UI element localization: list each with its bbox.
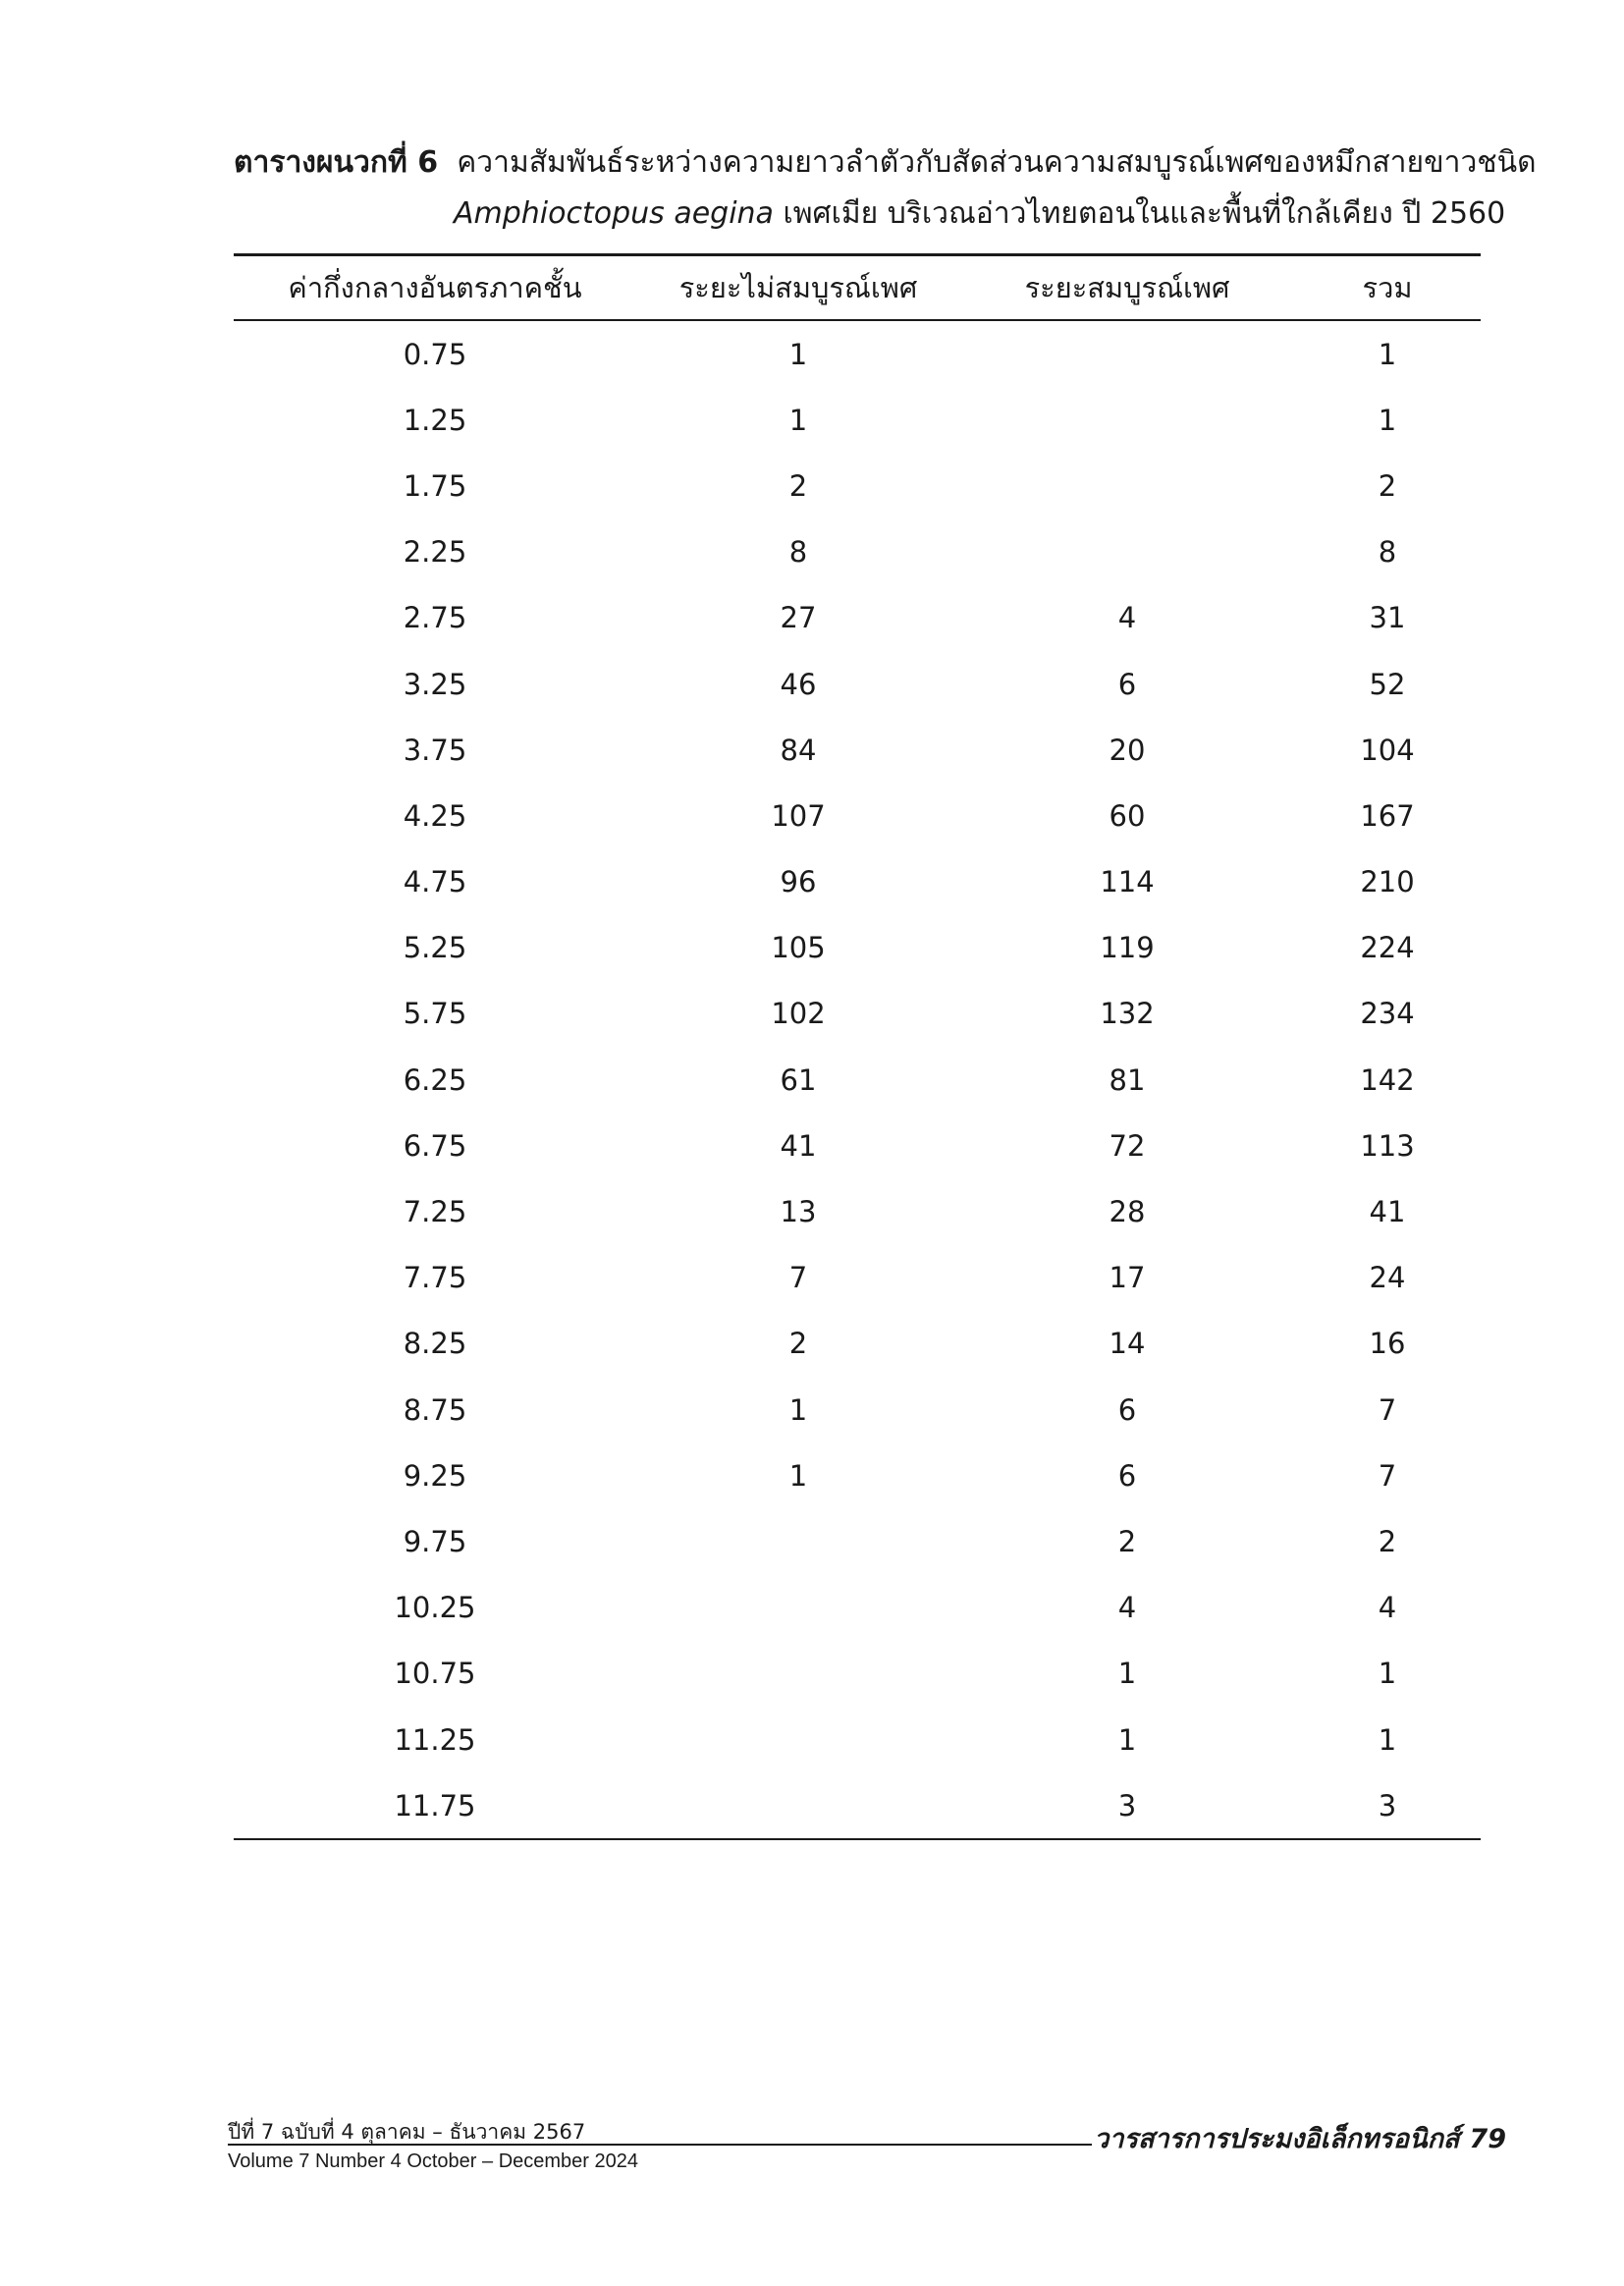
cell-total: 16 xyxy=(1369,1327,1406,1361)
cell-class-midpoint: 4.25 xyxy=(403,798,467,833)
cell-immature: 61 xyxy=(780,1062,817,1097)
table-header xyxy=(234,255,1481,321)
caption-title: ความสัมพันธ์ระหว่างความยาวลำตัวกับสัดส่วนความสมบูรณ์เพศของหมึกสายขาวชนิด xyxy=(457,145,1537,180)
table-row xyxy=(234,651,1481,717)
caption-label: ตารางผนวกที่ 6 xyxy=(234,145,439,180)
cell-mature: 6 xyxy=(1117,667,1137,701)
cell-immature: 84 xyxy=(780,733,817,767)
cell-immature xyxy=(636,1641,960,1707)
cell-total: 7 xyxy=(1378,1392,1397,1427)
footer-issue xyxy=(228,2117,638,2176)
cell-class-midpoint: 10.25 xyxy=(394,1591,476,1625)
cell-mature: 6 xyxy=(1117,1458,1137,1493)
cell-class-midpoint: 7.75 xyxy=(403,1261,467,1295)
cell-class-midpoint: 6.25 xyxy=(403,1062,467,1097)
cell-immature: 2 xyxy=(788,1327,808,1361)
cell-mature: 114 xyxy=(1100,865,1155,899)
cell-mature: 28 xyxy=(1109,1195,1146,1229)
cell-mature: 14 xyxy=(1109,1327,1146,1361)
cell-immature: 1 xyxy=(788,1392,808,1427)
cell-immature: 7 xyxy=(788,1261,808,1295)
cell-class-midpoint: 2.25 xyxy=(403,535,467,570)
cell-mature: 3 xyxy=(960,1772,1294,1839)
table-row xyxy=(234,1311,1481,1377)
cell-total: 2 xyxy=(1378,468,1397,503)
journal-name: วารสารการประมงอิเล็กทรอนิกส์ xyxy=(1094,2124,1460,2154)
data-table xyxy=(234,253,1481,1840)
cell-mature: 72 xyxy=(1109,1128,1146,1163)
cell-immature: 1 xyxy=(788,1458,808,1493)
cell-total: 167 xyxy=(1360,798,1415,833)
cell-immature: 13 xyxy=(780,1195,817,1229)
table-row xyxy=(234,1707,1481,1772)
cell-mature xyxy=(960,320,1294,387)
table-caption xyxy=(234,137,1537,240)
cell-class-midpoint: 11.25 xyxy=(394,1722,476,1757)
cell-class-midpoint: 3.75 xyxy=(403,733,467,767)
header-total: รวม xyxy=(1294,255,1481,321)
cell-class-midpoint: 1.25 xyxy=(403,403,467,437)
species-name: Amphioctopus aegina xyxy=(454,196,774,231)
cell-total: 210 xyxy=(1360,865,1415,899)
cell-class-midpoint: 10.75 xyxy=(394,1657,476,1691)
cell-mature: 4 xyxy=(1117,601,1137,635)
cell-immature: 46 xyxy=(780,667,817,701)
cell-mature: 4 xyxy=(1117,1591,1137,1625)
table-row xyxy=(234,1047,1481,1113)
cell-total: 24 xyxy=(1369,1261,1406,1295)
cell-immature xyxy=(636,1575,960,1641)
cell-class-midpoint: 5.75 xyxy=(403,997,467,1031)
table-row xyxy=(234,1113,1481,1178)
cell-mature: 17 xyxy=(1109,1261,1146,1295)
cell-total: 4 xyxy=(1378,1591,1397,1625)
cell-class-midpoint: 4.75 xyxy=(403,865,467,899)
cell-class-midpoint: 8.25 xyxy=(403,1327,467,1361)
cell-total: 3 xyxy=(1294,1772,1481,1839)
cell-total: 7 xyxy=(1378,1458,1397,1493)
cell-mature: 119 xyxy=(1100,931,1155,965)
cell-mature xyxy=(960,519,1294,585)
cell-total: 52 xyxy=(1369,667,1406,701)
page-number: 79 xyxy=(1469,2124,1506,2154)
table-row xyxy=(234,1508,1481,1574)
table-row xyxy=(234,1377,1481,1442)
table-row xyxy=(234,783,1481,848)
cell-immature: 107 xyxy=(771,798,826,833)
table-row xyxy=(234,453,1481,518)
table-body xyxy=(234,320,1481,1839)
cell-class-midpoint: 5.25 xyxy=(403,931,467,965)
footer-rule xyxy=(228,2144,1092,2146)
cell-total: 1 xyxy=(1378,1657,1397,1691)
cell-mature: 60 xyxy=(1109,798,1146,833)
table-row xyxy=(234,320,1481,387)
footer-journal xyxy=(1094,2117,1506,2159)
cell-class-midpoint: 8.75 xyxy=(403,1392,467,1427)
cell-immature: 1 xyxy=(788,403,808,437)
table-row xyxy=(234,1641,1481,1707)
cell-total: 2 xyxy=(1378,1524,1397,1558)
cell-total: 31 xyxy=(1369,601,1406,635)
cell-total: 224 xyxy=(1360,931,1415,965)
cell-immature xyxy=(636,1707,960,1772)
cell-mature: 2 xyxy=(1117,1524,1137,1558)
cell-total: 234 xyxy=(1360,997,1415,1031)
cell-mature: 132 xyxy=(1100,997,1155,1031)
cell-class-midpoint: 7.25 xyxy=(403,1195,467,1229)
table-row xyxy=(234,585,1481,651)
cell-immature: 8 xyxy=(788,535,808,570)
caption-subtitle: เพศเมีย บริเวณอ่าวไทยตอนในและพื้นที่ใกล้เคียง ปี 2560 xyxy=(783,196,1506,231)
cell-mature: 1 xyxy=(1117,1722,1137,1757)
cell-mature xyxy=(960,453,1294,518)
cell-total: 1 xyxy=(1378,1722,1397,1757)
cell-class-midpoint: 2.75 xyxy=(403,601,467,635)
table-row xyxy=(234,519,1481,585)
cell-class-midpoint: 9.75 xyxy=(403,1524,467,1558)
issue-english: Volume 7 Number 4 October – December 2024 xyxy=(228,2150,638,2172)
cell-mature: 6 xyxy=(1117,1392,1137,1427)
cell-class-midpoint: 1.75 xyxy=(403,468,467,503)
cell-total: 1 xyxy=(1378,403,1397,437)
cell-total: 1 xyxy=(1378,337,1397,371)
table-row xyxy=(234,849,1481,915)
cell-immature: 2 xyxy=(788,468,808,503)
table-row xyxy=(234,915,1481,981)
caption-line-2 xyxy=(234,189,1506,240)
cell-immature xyxy=(636,1508,960,1574)
caption-line-1 xyxy=(234,137,1537,189)
table-row xyxy=(234,717,1481,783)
cell-immature: 102 xyxy=(771,997,826,1031)
cell-class-midpoint: 3.25 xyxy=(403,667,467,701)
cell-class-midpoint: 6.75 xyxy=(403,1128,467,1163)
header-mature: ระยะสมบูรณ์เพศ xyxy=(960,255,1294,321)
table-row xyxy=(234,1178,1481,1244)
header-row xyxy=(234,255,1481,321)
cell-mature: 1 xyxy=(1117,1657,1137,1691)
cell-mature: 20 xyxy=(1109,733,1146,767)
cell-mature: 81 xyxy=(1109,1062,1146,1097)
header-immature: ระยะไม่สมบูรณ์เพศ xyxy=(636,255,960,321)
cell-immature: 96 xyxy=(780,865,817,899)
header-class-midpoint: ค่ากึ่งกลางอันตรภาคชั้น xyxy=(234,255,636,321)
table-row xyxy=(234,1575,1481,1641)
cell-immature: 105 xyxy=(771,931,826,965)
cell-class-midpoint: 9.25 xyxy=(403,1458,467,1493)
cell-total: 142 xyxy=(1360,1062,1415,1097)
cell-immature: 1 xyxy=(788,337,808,371)
cell-total: 113 xyxy=(1360,1128,1415,1163)
cell-immature: 27 xyxy=(780,601,817,635)
cell-mature xyxy=(960,387,1294,453)
table-row xyxy=(234,1442,1481,1508)
cell-total: 104 xyxy=(1360,733,1415,767)
cell-total: 8 xyxy=(1378,535,1397,570)
table-row xyxy=(234,981,1481,1047)
table-row xyxy=(234,387,1481,453)
table-row xyxy=(234,1245,1481,1311)
cell-class-midpoint: 0.75 xyxy=(403,337,467,371)
table-row xyxy=(234,1772,1481,1839)
cell-total: 41 xyxy=(1369,1195,1406,1229)
cell-class-midpoint: 11.75 xyxy=(234,1772,636,1839)
cell-immature xyxy=(636,1772,960,1839)
cell-immature: 41 xyxy=(780,1128,817,1163)
issue-thai: ปีที่ 7 ฉบับที่ 4 ตุลาคม – ธันวาคม 2567 xyxy=(228,2120,586,2144)
